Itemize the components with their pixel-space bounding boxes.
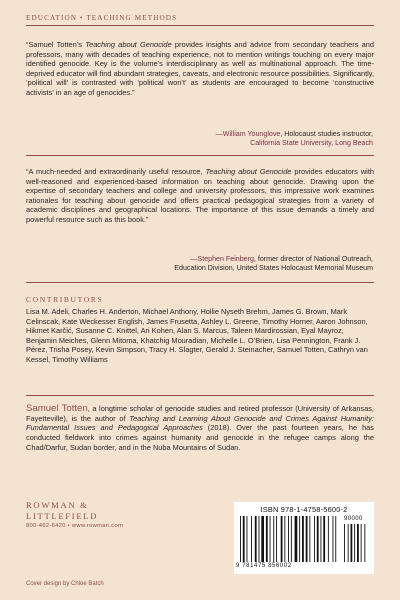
- category-label: EDUCATION • TEACHING METHODS: [26, 14, 178, 22]
- isbn-number: ISBN 978-1-4758-5600-2: [260, 505, 348, 514]
- price-code: 90000: [344, 516, 363, 522]
- section-divider: [26, 282, 374, 283]
- ean-digits: 9 781475 856002: [236, 563, 292, 569]
- book-title: Teaching about Genocide: [85, 40, 172, 49]
- header-divider: [26, 25, 374, 26]
- reviewer-name: Stephen Feinberg: [197, 255, 254, 263]
- publisher-contact: 800-462-6420 • www.rowman.com: [26, 523, 124, 529]
- book-title: Teaching about Genocide: [205, 167, 292, 176]
- bio-book-title: Teaching and Learning About Genocide and Crimes Against Humanity: Fundamental Issues and Pedagogical Approaches: [26, 413, 374, 433]
- contributors-heading: CONTRIBUTORS: [26, 295, 104, 304]
- review-2-quote: “A much-needed and extraordinarily useful resource, Teaching about Genocide provides educators with well-reasoned and experienced-based information on teaching about genocide. Drawing upon the expertise of secondary teachers and college and university professors, this impressive work examines rationales for teaching about genocide and offers practical pedagogical strategies from a variety of academic disciplines and geographical locations. The importance of this issue demands a timely and powerful resource such as this book.”: [26, 167, 374, 224]
- author-name: Samuel Totten: [26, 403, 88, 414]
- section-divider: [26, 395, 374, 396]
- cover-design-credit: Cover design by Chloe Batch: [26, 581, 104, 587]
- contributors-list: Lisa M. Adeli, Charles H. Anderton, Michael Anthony, Hollie Nyseth Brehm, James G. Brown, Mark Celinscak, Kate Weckesser English, James Frusetta, Ashley L. Greene, Timothy Horner, Aaron Johnson, Hikmet Karčić, Susanne C. Knittel, Ari Kohen, Alan S. Marcus, Taleen Mardirossian, Eyal Mayroz, Benjamin Meiches, Glenn Mitoma, Khatchig Mouradian, Michelle L. O’Brien, Lisa Pennington, Frank J. Pérez, Trisha Posey, Kevin Simpson, Tracy H. Slagter, Gerald J. Steinacher, Samuel Totten, Cathryn van Kessel, Timothy Williams: [26, 307, 368, 364]
- publisher-logo: ROWMAN & LITTLEFIELD 800-462-6420 • www.rowman.com: [26, 500, 124, 529]
- isbn-barcode: [234, 502, 374, 574]
- section-divider: [26, 155, 374, 156]
- reviewer-name: William Younglove: [222, 130, 281, 138]
- review-2-attribution: —Stephen Feinberg, former director of National Outreach, Education Division, United States Holocaust Memorial Museum: [174, 255, 373, 273]
- reviewer-affiliation: Education Division, United States Holocaust Memorial Museum: [174, 264, 373, 273]
- review-1-quote: “Samuel Totten’s Teaching about Genocide provides insights and advice from secondary teachers and professors, many with decades of teaching experience, not to mention writings touching on every major identified genocide. Key is the volume’s interdisciplinary as well as multinational approach. The time-deprived educator will find abundant strategies, caveats, and electronic resource possibilities. Significantly, ‘political will’ is contrasted with ‘political won’t’ as students are encouraged to become ‘constructive activists’ in an age of genocides.”: [26, 40, 374, 97]
- barcode-icon: [240, 516, 368, 562]
- review-1-attribution: —William Younglove, Holocaust studies instructor, California State University, Long Beach: [215, 130, 373, 148]
- author-bio: Samuel Totten, a longtime scholar of genocide studies and retired professor (University of Arkansas, Fayetteville), is the author of Teaching and Learning About Genocide and Crimes Against Humanity: Fundamental Issues and Pedagogical Approaches (2018). Over the past fourteen years, he has conducted fieldwork into crimes against humanity and genocide in the refugee camps along the Chad/Darfur, Sudan border, and in the Nuba Mountains of Sudan.: [26, 403, 374, 452]
- reviewer-affiliation: California State University, Long Beach: [250, 139, 373, 148]
